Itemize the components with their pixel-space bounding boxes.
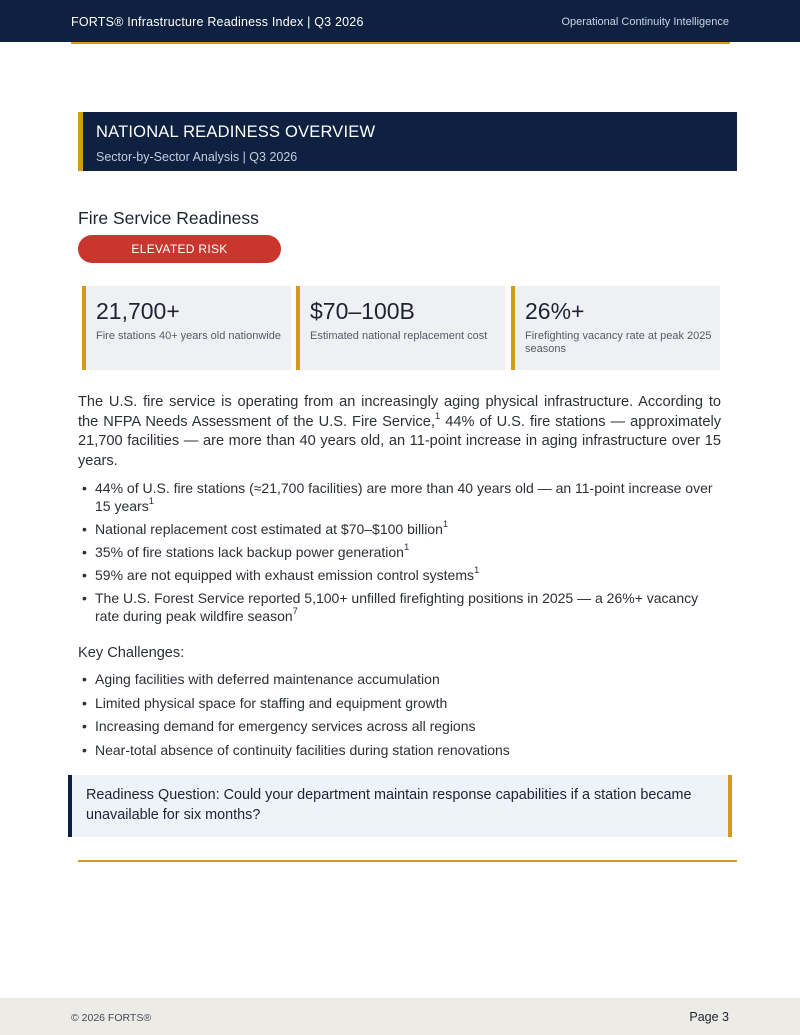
- readiness-question-callout: [68, 775, 732, 837]
- list-item: • 44% of U.S. fire stations (≈21,700 facilities) are more than 40 years old — an 11-point increase over 15 years$^1$: [78, 479, 721, 515]
- stat-card-stations: [82, 286, 291, 370]
- overview-banner: [78, 112, 737, 171]
- stat-value: 21,700+: [96, 298, 180, 324]
- footnote-ref: 1: [473, 565, 480, 577]
- stat-value: $70–100B: [310, 298, 415, 324]
- page-footer: [0, 998, 800, 1035]
- list-item: • Near-total absence of continuity facilities during station renovations: [78, 741, 721, 759]
- banner-title: NATIONAL READINESS OVERVIEW: [96, 123, 376, 141]
- stat-value: 26%+: [525, 298, 585, 324]
- list-item: • The U.S. Forest Service reported 5,100+ unfilled firefighting positions in 2025 — a 26%+ vacancy rate during peak wildfire season$^7$: [78, 589, 721, 625]
- stat-label: Firefighting vacancy rate at peak 2025 seasons: [525, 330, 712, 355]
- paragraph-text: 44% of U.S. fire stations — approximately 21,700 facilities — are more than 40 years old, an 11-point increase in aging infrastructure over 15 years.: [78, 413, 721, 469]
- list-item: • National replacement cost estimated at $70–$100 billion$^1$: [78, 520, 721, 538]
- list-item: • 35% of fire stations lack backup power generation$^1$: [78, 543, 721, 561]
- footnote-ref: 1: [442, 519, 449, 531]
- key-challenges-heading: Key Challenges:: [78, 645, 185, 661]
- stat-card-vacancy-rate: [511, 286, 720, 370]
- intro-paragraph: [78, 393, 721, 471]
- key-challenges-list: [78, 670, 721, 764]
- footnote-ref: 7: [292, 606, 298, 618]
- list-item: • Limited physical space for staffing and equipment growth: [78, 694, 721, 712]
- header-brand: FORTS® Infrastructure Readiness Index | Q3 2026: [71, 15, 364, 29]
- top-header-bar: [0, 0, 800, 42]
- header-tagline: Operational Continuity Intelligence: [561, 16, 729, 28]
- paragraph-text: The U.S. fire service is operating from an increasingly aging physical infrastructure. According to the NFPA Needs Assessment of the U.S. Fire Service,: [78, 394, 721, 430]
- risk-status-badge: ELEVATED RISK: [78, 235, 281, 263]
- key-facts-list: [78, 479, 721, 630]
- stat-label: Estimated national replacement cost: [310, 330, 488, 342]
- list-item: • Increasing demand for emergency services across all regions: [78, 717, 721, 735]
- header-divider: [71, 42, 730, 44]
- page-number: Page 3: [689, 1010, 729, 1024]
- list-item: • Aging facilities with deferred maintenance accumulation: [78, 670, 721, 688]
- section-title: Fire Service Readiness: [78, 208, 259, 228]
- list-item: • 59% are not equipped with exhaust emission control systems$^1$: [78, 566, 721, 584]
- stat-label: Fire stations 40+ years old nationwide: [96, 330, 281, 342]
- footnote-ref: 1: [148, 496, 154, 508]
- footnote-ref: 1: [403, 542, 410, 554]
- banner-subtitle: Sector-by-Sector Analysis | Q3 2026: [96, 150, 298, 164]
- footnote-ref: 1: [434, 410, 441, 422]
- footer-copyright: © 2026 FORTS®: [71, 1012, 152, 1024]
- stat-card-replacement-cost: [296, 286, 505, 370]
- section-divider: [78, 860, 737, 862]
- callout-text: Readiness Question: Could your department maintain response capabilities if a station became unavailable for six months?: [86, 787, 692, 823]
